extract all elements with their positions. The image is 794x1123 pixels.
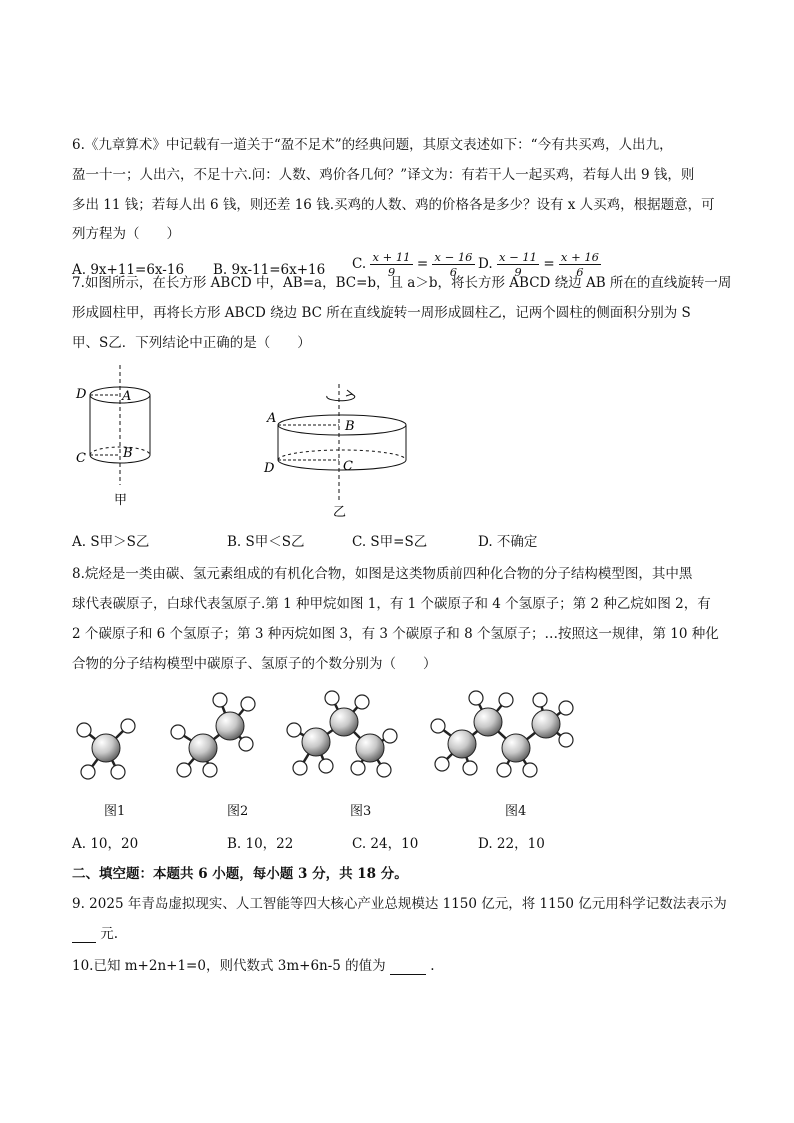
q7-option-b: B. S甲＜S乙 xyxy=(227,534,305,550)
q7-option-c: C. S甲=S乙 xyxy=(352,534,428,550)
carbon-atom xyxy=(356,734,384,762)
q9-line2-wrap xyxy=(72,922,118,943)
q7-option-a: A. S甲＞S乙 xyxy=(72,534,150,550)
label-a: A xyxy=(267,411,277,426)
fraction-denominator: 9 xyxy=(514,265,522,279)
q8-line1: 8.烷烃是一类由碳、氢元素组成的有机化合物，如图是这类物质前四种化合物的分子结构模型图，其中黑 xyxy=(72,566,693,582)
label-c: C xyxy=(343,459,353,474)
q6-option-c: C. $\frac{x + 11}{9}$ = $\frac{x - 16}{6}$ xyxy=(352,250,473,279)
q8-line2: 球代表碳原子，白球代表氢原子.第 1 种甲烷如图 1，有 1 个碳原子和 4 个氢原子；第 2 种乙烷如图 2，有 xyxy=(72,596,711,612)
q8-option-d: D. 22，10 xyxy=(478,836,545,852)
fraction-denominator: 6 xyxy=(449,265,458,279)
ethane-hydrogens xyxy=(171,693,255,777)
section-title: 二、填空题： xyxy=(72,866,153,882)
carbon-atom xyxy=(448,730,476,758)
q9-line1: 9. 2025 年青岛虚拟现实、人工智能等四大核心产业总规模达 1150 亿元，将 1150 亿元用科学记数法表示为 xyxy=(72,896,727,912)
q10-end: . xyxy=(430,958,435,974)
q6-option-b: B. 9x-11=6x+16 xyxy=(213,262,326,278)
q6-line2: 盈一十一；人出六，不足十六.问：人数、鸡价各几何？”译文为：有若干人一起买鸡，若每人出 9 钱，则 xyxy=(72,167,695,183)
fraction-numerator: x + 11 xyxy=(372,250,411,264)
carbon-atom xyxy=(189,734,217,762)
figure-caption-1: 图1 xyxy=(104,804,126,819)
q6-option-c-label: C. xyxy=(352,256,367,272)
label-b: B xyxy=(345,419,355,434)
q8-option-c: C. 24，10 xyxy=(352,836,419,852)
q10-line xyxy=(72,954,435,975)
carbon-atom xyxy=(302,728,330,756)
q6-line3: 多出 11 钱；若每人出 6 钱，则还差 16 钱.买鸡的人数、鸡的价格各是多少？设有 x 人买鸡，根据题意，可 xyxy=(72,197,715,213)
section-heading xyxy=(72,862,408,882)
fraction-numerator: x + 16 xyxy=(560,250,599,264)
label-d: D xyxy=(264,461,275,476)
q7-option-d: D. 不确定 xyxy=(478,534,538,550)
q6-option-d: D. $\frac{x - 11}{9}$ = $\frac{x + 16}{6}$ xyxy=(478,250,599,279)
q6-option-d-label: D. xyxy=(478,256,493,272)
q7-line3: 甲、S乙．下列结论中正确的是（ ） xyxy=(72,335,311,351)
q8-option-b: B. 10，22 xyxy=(227,836,294,852)
fraction-numerator: x − 16 xyxy=(434,250,473,264)
carbon-atom xyxy=(474,708,502,736)
q8-option-a: A. 10，20 xyxy=(72,836,139,852)
q7-line1: 7.如图所示，在长方形 ABCD 中，AB=a，BC=b，且 a＞b，将长方形 ABCD 绕边 AB 所在的直线旋转一周 xyxy=(72,275,732,291)
q6-line4: 列方程为（ ） xyxy=(72,226,180,242)
label-b: B xyxy=(123,446,133,461)
label-a: A xyxy=(122,389,132,404)
q10-text: 10.已知 m+2n+1=0，则代数式 3m+6n-5 的值为 xyxy=(72,958,386,974)
figure-caption-jia: 甲 xyxy=(114,493,128,508)
answer-blank[interactable] xyxy=(72,926,96,943)
section-description: 本题共 6 小题，每小题 3 分，共 18 分。 xyxy=(153,866,408,882)
carbon-atom xyxy=(532,710,560,738)
figure-caption-2: 图2 xyxy=(227,804,249,819)
answer-blank[interactable] xyxy=(390,958,426,975)
carbon-atom xyxy=(330,708,358,736)
q7-line2: 形成圆柱甲，再将长方形 ABCD 绕边 BC 所在直线旋转一周形成圆柱乙，记两个圆柱的侧面积分别为 S xyxy=(72,305,691,321)
molecule-models xyxy=(70,686,590,786)
figure-caption-4: 图4 xyxy=(505,804,527,819)
figure-caption-yi: 乙 xyxy=(333,505,347,520)
carbon-atom xyxy=(216,712,244,740)
label-c: C xyxy=(76,451,86,466)
carbon-atom xyxy=(502,734,530,762)
figure-caption-3: 图3 xyxy=(350,804,372,819)
label-d: D xyxy=(76,387,87,402)
q6-line1: 6.《九章算术》中记载有一道关于“盈不足术”的经典问题，其原文表述如下：“今有共买鸡，人出九， xyxy=(72,137,673,153)
q9-line2: 元. xyxy=(100,926,119,942)
cylinder-yi-figure xyxy=(255,378,430,520)
cylinder-jia-figure xyxy=(70,360,180,510)
carbon-atom xyxy=(92,734,120,762)
fraction-denominator: 9 xyxy=(387,265,396,279)
q8-line4: 合物的分子结构模型中碳原子、氢原子的个数分别为（ ） xyxy=(72,656,437,672)
fraction-numerator: x − 11 xyxy=(498,250,538,264)
q6-option-a: A. 9x+11=6x-16 xyxy=(72,262,185,278)
fraction-denominator: 6 xyxy=(576,265,584,279)
q8-line3: 2 个碳原子和 6 个氢原子；第 3 种丙烷如图 3，有 3 个碳原子和 8 个氢原子；…按照这一规律，第 10 种化 xyxy=(72,626,719,642)
